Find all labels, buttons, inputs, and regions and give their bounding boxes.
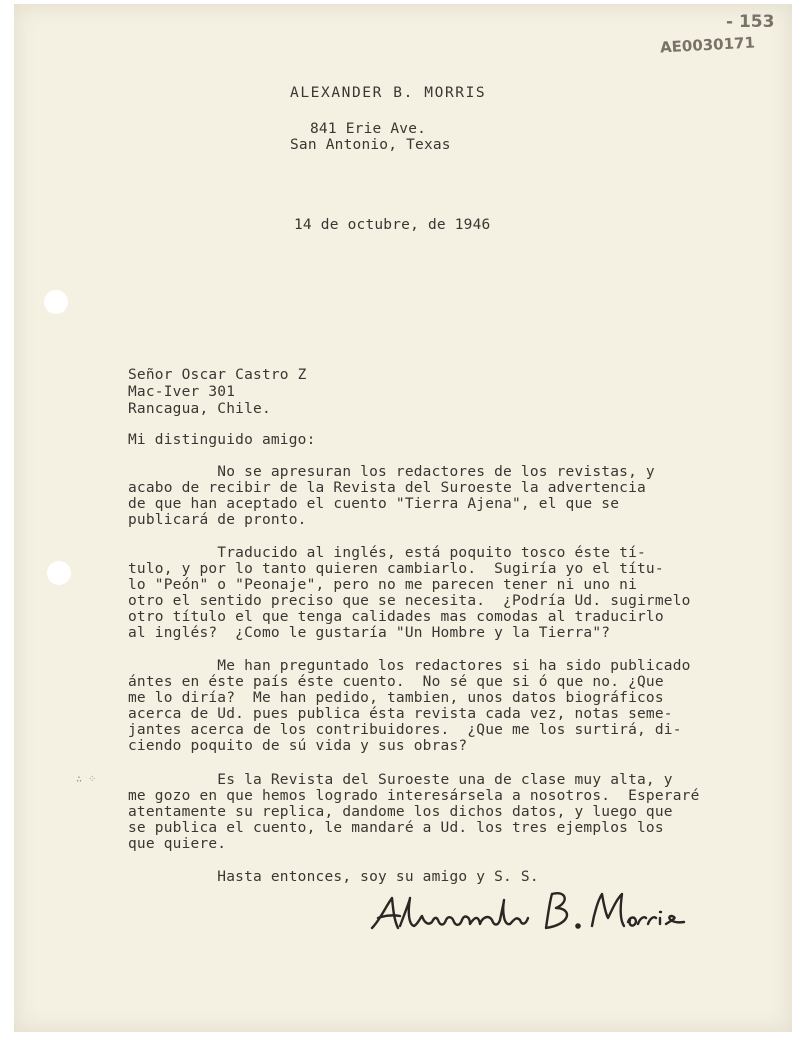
body-line: No se apresuran los redactores de los revistas, y [128,464,655,480]
body-line: otro título el que tenga calidades mas comodas al traducirlo [128,609,664,625]
body-line: acerca de Ud. pues publica ésta revista cada vez, notas seme- [128,706,673,722]
body-line: acabo de recibir de la Revista del Suroeste la advertencia [128,480,646,496]
body-line: se publica el cuento, le mandaré a Ud. los tres ejemplos los [128,820,664,836]
punch-hole-top [44,290,68,314]
body-line: al inglés? ¿Como le gustaría "Un Hombre y la Tierra"? [128,625,611,641]
body-line: lo "Peón" o "Peonaje", pero no me parecen tener ni uno ni [128,577,637,593]
stray-marks: ∴ ⁘ [76,774,97,785]
body-line: jantes acerca de los contribuidores. ¿Que me los surtirá, di- [128,722,682,738]
body-line: atentamente su replica, dandome los dichos datos, y luego que [128,804,673,820]
body-line: otro el sentido preciso que se necesita. ¿Podría Ud. sugirmelo [128,593,691,609]
body-line: publicará de pronto. [128,512,307,528]
letter-page [14,4,792,1032]
closing: Hasta entonces, soy su amigo y S. S. [128,869,539,885]
body-line: de que han aceptado el cuento "Tierra Ajena", el que se [128,496,620,512]
archive-code: AE0030171 [659,33,756,57]
letterhead-street: 841 Erie Ave. [310,121,427,137]
body-line: me lo diría? Me han pedido, tambien, unos datos biográficos [128,690,664,706]
body-line: que quiere. [128,836,227,852]
recipient-name: Señor Oscar Castro Z [128,367,307,383]
body-line: Es la Revista del Suroeste una de clase muy alta, y [128,772,673,788]
punch-hole-bottom [47,561,71,585]
body-line: ántes en éste país éste cuento. No sé que si ó que no. ¿Que [128,674,664,690]
recipient-city: Rancagua, Chile. [128,401,271,417]
body-line: Me han preguntado los redactores si ha sido publicado [128,658,691,674]
letter-date: 14 de octubre, de 1946 [294,217,491,233]
body-line: Traducido al inglés, está poquito tosco éste tí- [128,545,646,561]
body-line: tulo, y por lo tanto quieren cambiarlo. Sugiría yo el títu- [128,561,664,577]
recipient-street: Mac-Iver 301 [128,384,236,400]
archive-folio: - 153 [726,12,775,32]
salutation: Mi distinguido amigo: [128,432,316,448]
body-line: me gozo en que hemos logrado interesársela a nosotros. Esperaré [128,788,700,804]
letterhead-name: ALEXANDER B. MORRIS [290,85,487,101]
letterhead-city: San Antonio, Texas [290,137,451,153]
body-line: ciendo poquito de sú vida y sus obras? [128,738,468,754]
signature [366,880,696,940]
